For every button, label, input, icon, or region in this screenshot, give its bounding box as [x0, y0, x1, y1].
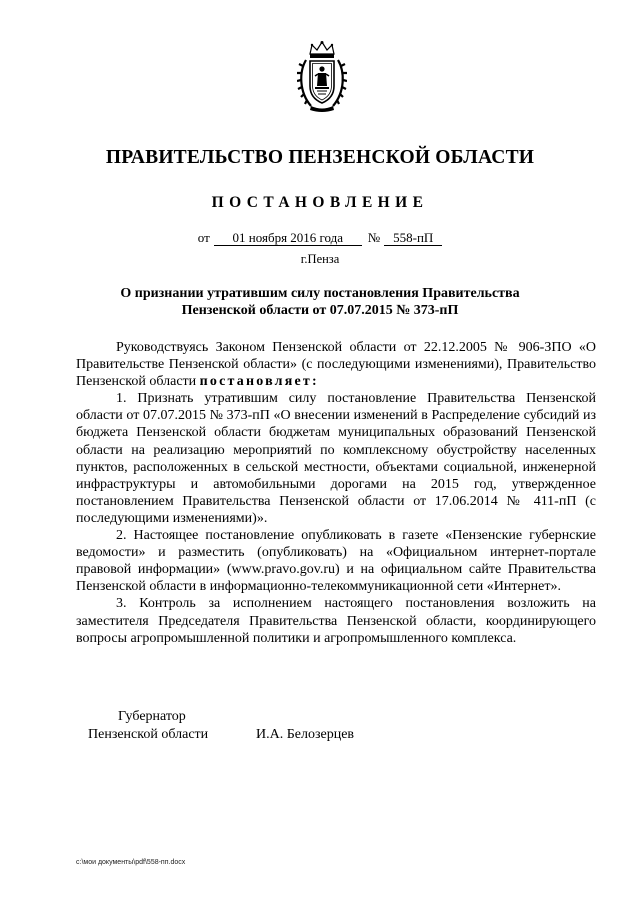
date-number-line: [0, 230, 640, 246]
item-3-paragraph: 3. Контроль за исполнением настоящего постановления возложить на заместителя Председателя Правительства Пензенской области, координирующего вопросы агропромышленной политики и агропромышленного комплекса.: [76, 596, 596, 646]
footer-file-path: c:\мои документы\pdf\558-пп.docx: [76, 859, 186, 866]
document-date: 01 ноября 2016 года: [214, 230, 362, 246]
document-number: 558-пП: [384, 230, 442, 246]
number-prefix: №: [367, 230, 381, 245]
document-subject: [0, 285, 640, 319]
subject-line-2: Пензенской области от 07.07.2015 № 373-пП: [181, 303, 459, 318]
document-body: [76, 339, 596, 647]
preamble-text: Руководствуясь Законом Пензенской области от 22.12.2005 № 906-ЗПО «О Правительстве Пензенской области» (с последующими изменениями), Правительство Пензенской области: [76, 340, 596, 390]
item-2-paragraph: 2. Настоящее постановление опубликовать в газете «Пензенские губернские ведомости» и разместить (опубликовать) на «Официальном интернет-портале правовой информации» (www.pravo.gov.ru) и на официальном сайте Правительства Пензенской области в информационно-телекоммуникационной сети «Интернет».: [76, 528, 596, 595]
document-type-heading: ПОСТАНОВЛЕНИЕ: [211, 194, 429, 211]
government-title: ПРАВИТЕЛЬСТВО ПЕНЗЕНСКОЙ ОБЛАСТИ: [105, 147, 535, 168]
preamble-paragraph: [76, 339, 596, 390]
document-city: г.Пенза: [300, 252, 340, 266]
item-1-paragraph: 1. Признать утратившим силу постановление Правительства Пензенской области от 07.07.2015 № 373-пП «О внесении изменений в Распределение субсидий из бюджета Пензенской области бюджетам муниципальных образований Пензенской области на реализацию мероприятий по комплексному обустройству населенных пунктов, расположенных в сельской местности, объектами социальной, инженерной инфраструктуры и автомобильными дорогами на 2015 год, утвержденное постановлением Правительства Пензенской области от 17.06.2014 № 411-пП (с последующими изменениями)».: [76, 391, 596, 526]
signer-name: И.А. Белозерцев: [256, 727, 355, 742]
resolves-word: постановляет:: [199, 374, 319, 390]
subject-line-1: О признании утратившим силу постановления Правительства: [120, 286, 520, 301]
date-prefix: от: [197, 230, 210, 245]
signer-role-line-1: Губернатор: [118, 709, 186, 724]
signer-role-line-2: Пензенской области: [88, 727, 209, 742]
penza-region-coat-of-arms-icon: [297, 40, 347, 114]
